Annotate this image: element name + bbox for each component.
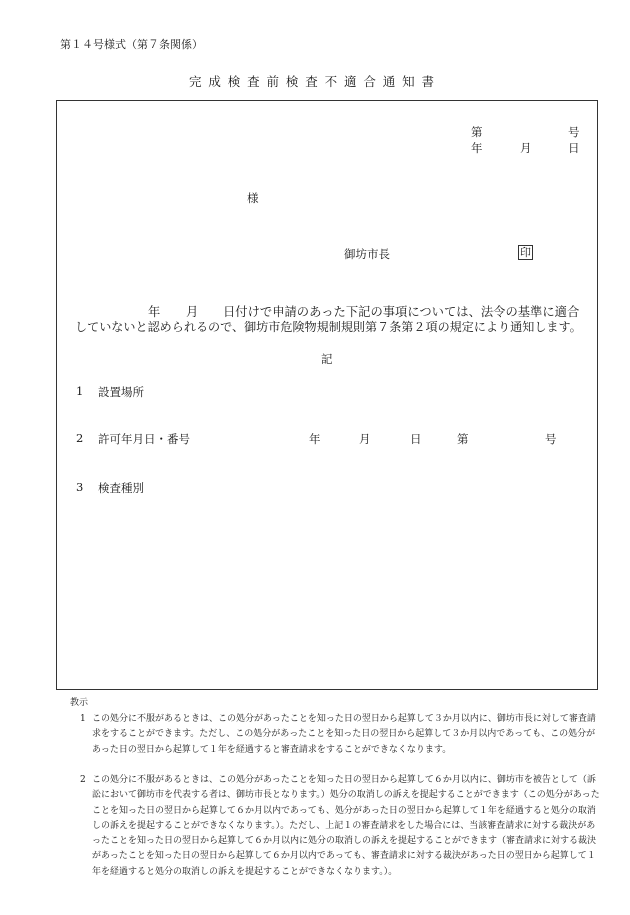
item-2-number-prefix: 第 [457,432,469,446]
item-3-number: 3 [76,480,84,494]
item-1-label: 設置場所 [98,385,144,399]
item-2-day-label: 日 [410,432,422,446]
note-item-number: 2 [80,775,86,785]
addressee-honorific: 様 [247,191,259,205]
body-year-label: 年 [148,305,161,319]
doc-number-prefix: 第 [471,125,483,139]
item-1-number: 1 [76,384,84,398]
note-item-text: この処分に不服があるときは、この処分があったことを知った日の翌日から起算して６か月以内に、御坊市を被告として（訴訟において御坊市を代表する者は、御坊市長となります。）処分の取消しの訴えを提起することができます（この処分があったことを知った日の翌日から起算して６か月以内であっても、処分があった日の翌日から起算して１年を経過すると処分の取消しの訴えを提起することができなくなります。）。ただし、上記１の審査請求をした場合には、当該審査請求に対する裁決があったことを知った日の翌日から起算して６か月以内に処分の取消しの訴えを提起することができます（審査請求に対する裁決があったことを知った日の翌日から起算して６か月以内であっても、審査請求に対する裁決があった日の翌日から起算して１年を経過すると処分の取消しの訴えを提起することができなくなります。）。 [92,775,600,877]
date-day-label: 日 [568,141,580,155]
date-year-label: 年 [471,141,483,155]
item-2-year-label: 年 [309,432,321,446]
notes-heading: 教示 [70,698,89,708]
body-line-1: 日付けで申請のあった下記の事項については、法令の基準に適合 [223,305,580,319]
ki-heading: 記 [321,352,333,366]
note-item-2 [80,773,600,880]
seal-mark: 印 [520,246,531,259]
doc-number-suffix: 号 [568,125,580,139]
note-item-number: 1 [80,714,86,724]
body-line-2: していないと認められるので、御坊市危険物規制規則第７条第２項の規定により通知します。 [75,320,582,334]
note-item-text: この処分に不服があるときは、この処分があったことを知った日の翌日から起算して３か月以内に、御坊市長に対して審査請求をすることができます。ただし、この処分があったことを知った日の翌日から起算して３か月以内であっても、この処分があった日の翌日から起算して１年を経過すると審査請求をすることができなくなります。 [92,714,596,755]
item-2-number-suffix: 号 [545,432,557,446]
item-2-label: 許可年月日・番号 [98,432,190,446]
item-3-label: 検査種別 [98,481,144,495]
body-month-label: 月 [186,305,199,319]
item-2-number: 2 [76,431,84,445]
item-2-month-label: 月 [359,432,371,446]
form-number: 第１４号様式（第７条関係） [60,38,203,51]
date-month-label: 月 [520,141,532,155]
issuer-name: 御坊市長 [344,247,390,261]
note-item-1 [80,712,600,758]
document-title: 完成検査前検査不適合通知書 [189,74,441,89]
